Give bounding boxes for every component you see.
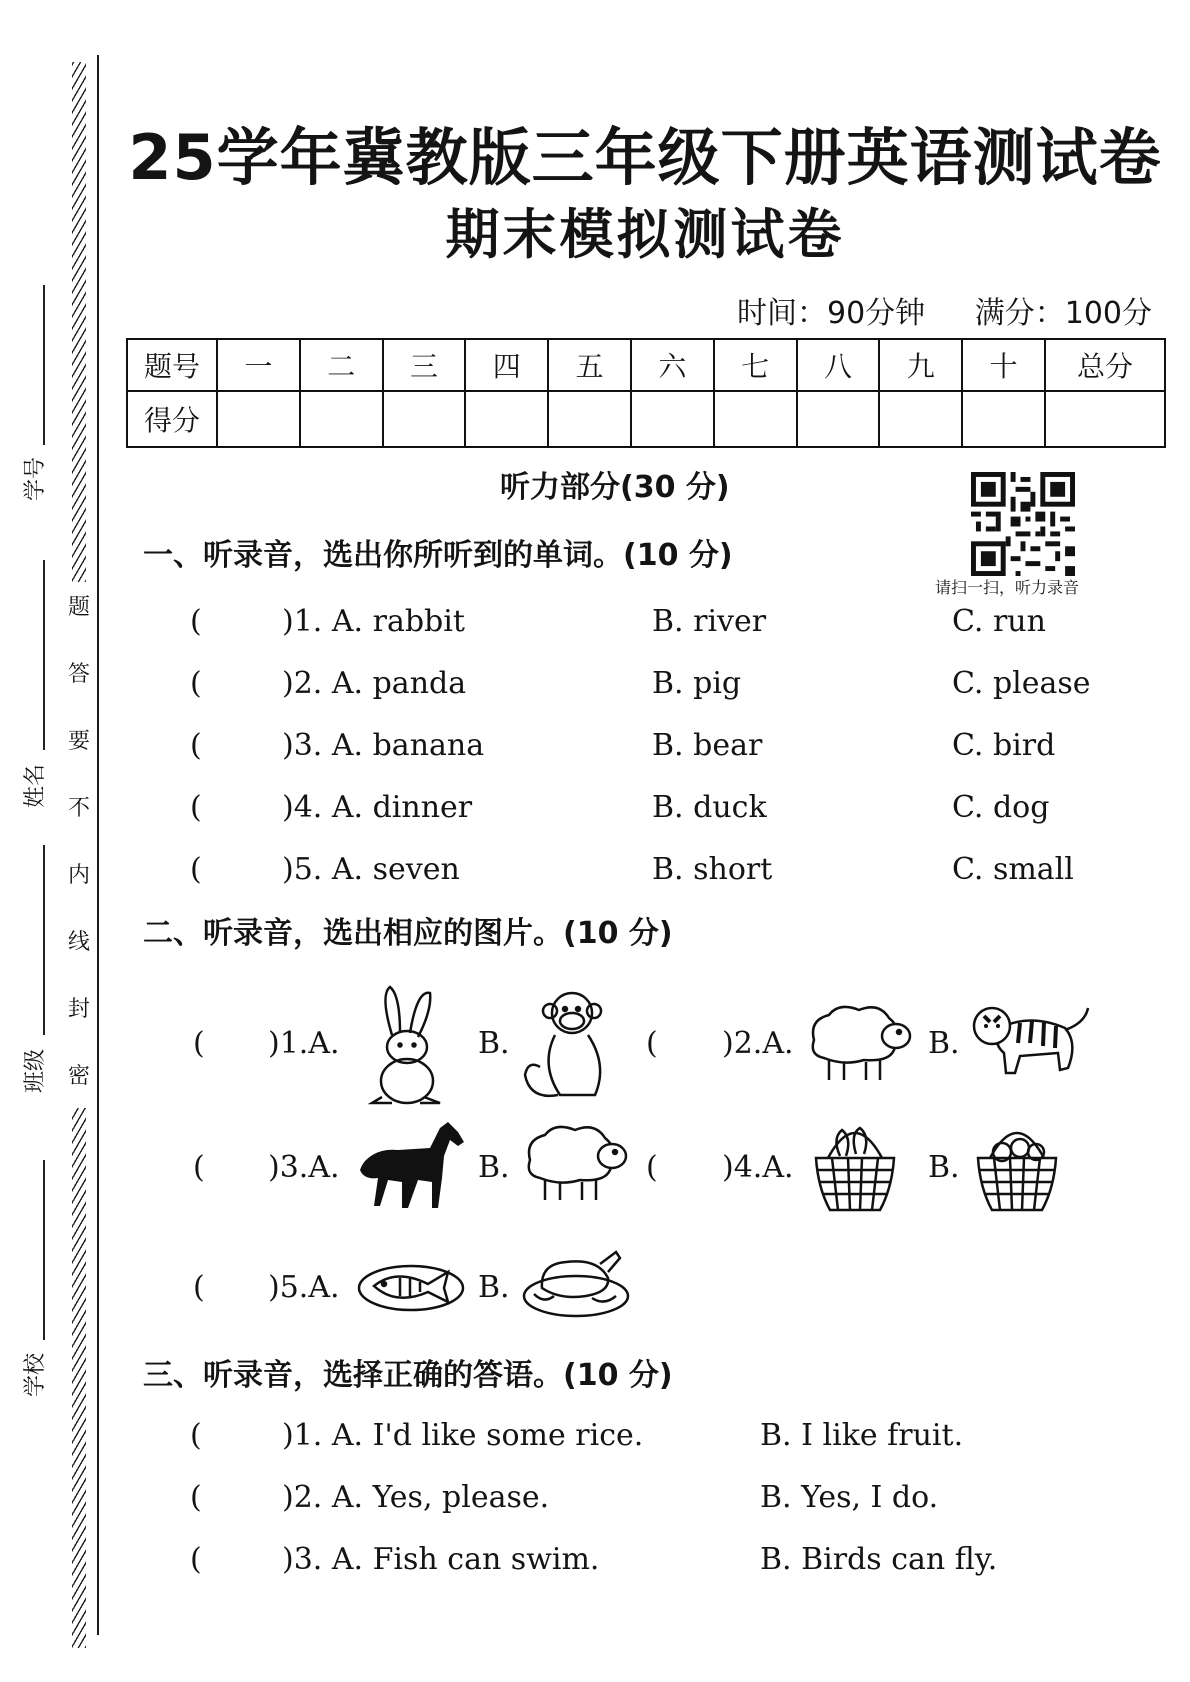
pic-option-b-label: B. [478, 1270, 510, 1305]
score-cell: 八 [797, 339, 880, 391]
score-input-cell[interactable] [300, 391, 383, 447]
exam-title: 25学年冀教版三年级下册英语测试卷 [128, 121, 1162, 194]
sheep-icon[interactable] [520, 1120, 632, 1204]
score-cell: 九 [879, 339, 962, 391]
score-table-header-row [127, 339, 1165, 391]
score-cell: 总分 [1045, 339, 1165, 391]
school-label: 学校 [23, 1352, 49, 1398]
pic-option-b-label: B. [478, 1150, 510, 1185]
pic-question-label: )1.A. [268, 1026, 340, 1061]
option-a: )2. A. panda [282, 666, 467, 701]
option-b: B. short [652, 852, 773, 887]
answer-bracket[interactable]: ( [193, 1026, 205, 1061]
option-a: )3. A. banana [282, 728, 485, 763]
listening-part-title: 听力部分(30 分) [500, 470, 730, 505]
option-a: )4. A. dinner [282, 790, 473, 825]
option-c: C. small [952, 852, 1074, 887]
option-b: B. Birds can fly. [760, 1542, 998, 1577]
option-c: C. run [952, 604, 1046, 639]
score-input-cell[interactable] [714, 391, 797, 447]
answer-bracket[interactable]: ( [190, 1480, 202, 1515]
answer-bracket[interactable]: ( [190, 1418, 202, 1453]
score-cell: 三 [383, 339, 466, 391]
score-input-cell[interactable] [797, 391, 880, 447]
score-cell: 题号 [127, 339, 217, 391]
seal-char: 密 [67, 1064, 90, 1089]
score-input-cell[interactable] [1045, 391, 1165, 447]
option-a: )1. A. rabbit [282, 604, 465, 639]
seal-char: 答 [67, 662, 90, 687]
horse-icon[interactable] [358, 1120, 468, 1212]
score-input-cell[interactable] [962, 391, 1045, 447]
apple-basket-icon[interactable] [972, 1118, 1062, 1218]
answer-bracket[interactable]: ( [193, 1270, 205, 1305]
exam-subtitle: 期末模拟测试卷 [445, 203, 845, 266]
answer-bracket[interactable]: ( [190, 604, 202, 639]
section2-title: 二、听录音，选出相应的图片。(10 分) [143, 916, 673, 951]
seal-char: 内 [67, 863, 90, 888]
option-b: B. bear [652, 728, 763, 763]
option-a: )3. A. Fish can swim. [282, 1542, 600, 1577]
student-id-line [43, 285, 45, 445]
score-cell: 一 [217, 339, 300, 391]
option-a: )2. A. Yes, please. [282, 1480, 550, 1515]
score-table [126, 338, 1166, 448]
section1-title: 一、听录音，选出你所听到的单词。(10 分) [143, 538, 733, 573]
score-input-cell[interactable] [548, 391, 631, 447]
score-cell: 二 [300, 339, 383, 391]
seal-char: 要 [67, 729, 90, 754]
answer-bracket[interactable]: ( [193, 1150, 205, 1185]
score-cell: 十 [962, 339, 1045, 391]
option-b: B. pig [652, 666, 742, 701]
answer-bracket[interactable]: ( [646, 1026, 658, 1061]
hatch-strip-top [72, 62, 86, 582]
answer-bracket[interactable]: ( [190, 852, 202, 887]
answer-bracket[interactable]: ( [190, 728, 202, 763]
answer-bracket[interactable]: ( [190, 666, 202, 701]
score-table-score-row [127, 391, 1165, 447]
score-input-cell[interactable] [383, 391, 466, 447]
option-b: B. Yes, I do. [760, 1480, 939, 1515]
section3-title: 三、听录音，选择正确的答语。(10 分) [143, 1358, 673, 1393]
seal-char: 封 [67, 997, 90, 1022]
pic-question-label: )2.A. [722, 1026, 794, 1061]
answer-bracket[interactable]: ( [190, 790, 202, 825]
option-a: )5. A. seven [282, 852, 460, 887]
sheep-icon[interactable] [804, 1000, 916, 1084]
seal-char: 不 [67, 796, 90, 821]
qr-code-icon[interactable] [971, 472, 1075, 576]
score-row-label: 得分 [127, 391, 217, 447]
tiger-icon[interactable] [970, 998, 1090, 1080]
score-input-cell[interactable] [465, 391, 548, 447]
score-input-cell[interactable] [631, 391, 714, 447]
exam-meta [697, 288, 1152, 332]
option-c: C. bird [952, 728, 1056, 763]
student-id-label: 学号 [23, 456, 49, 502]
score-input-cell[interactable] [879, 391, 962, 447]
option-b: B. duck [652, 790, 767, 825]
option-c: C. dog [952, 790, 1050, 825]
answer-bracket[interactable]: ( [646, 1150, 658, 1185]
option-b: B. I like fruit. [760, 1418, 964, 1453]
pic-question-label: )5.A. [268, 1270, 340, 1305]
score-cell: 七 [714, 339, 797, 391]
full-score: 满分：100分 [974, 296, 1152, 331]
time-limit: 时间：90分钟 [737, 296, 926, 331]
class-line [43, 845, 45, 1035]
option-c: C. please [952, 666, 1091, 701]
chicken-dish-icon[interactable] [520, 1248, 632, 1320]
pear-basket-icon[interactable] [810, 1118, 900, 1218]
seal-char: 题 [67, 595, 90, 620]
qr-caption: 请扫一扫，听力录音 [935, 578, 1080, 597]
pic-option-b-label: B. [478, 1026, 510, 1061]
rabbit-icon[interactable] [362, 985, 452, 1105]
pic-question-label: )3.A. [268, 1150, 340, 1185]
pic-option-b-label: B. [928, 1026, 960, 1061]
pic-question-label: )4.A. [722, 1150, 794, 1185]
name-line [43, 560, 45, 750]
binding-line [97, 55, 99, 1635]
name-label: 姓名 [23, 763, 49, 809]
class-label: 班级 [23, 1048, 49, 1094]
pic-option-b-label: B. [928, 1150, 960, 1185]
option-a: )1. A. I'd like some rice. [282, 1418, 644, 1453]
school-line [43, 1160, 45, 1340]
score-cell: 四 [465, 339, 548, 391]
hatch-strip-bottom [72, 1108, 86, 1648]
option-b: B. river [652, 604, 767, 639]
monkey-icon[interactable] [520, 985, 620, 1105]
score-cell: 五 [548, 339, 631, 391]
answer-bracket[interactable]: ( [190, 1542, 202, 1577]
score-cell: 六 [631, 339, 714, 391]
seal-char: 线 [67, 930, 90, 955]
score-input-cell[interactable] [217, 391, 300, 447]
fish-dish-icon[interactable] [356, 1258, 466, 1314]
